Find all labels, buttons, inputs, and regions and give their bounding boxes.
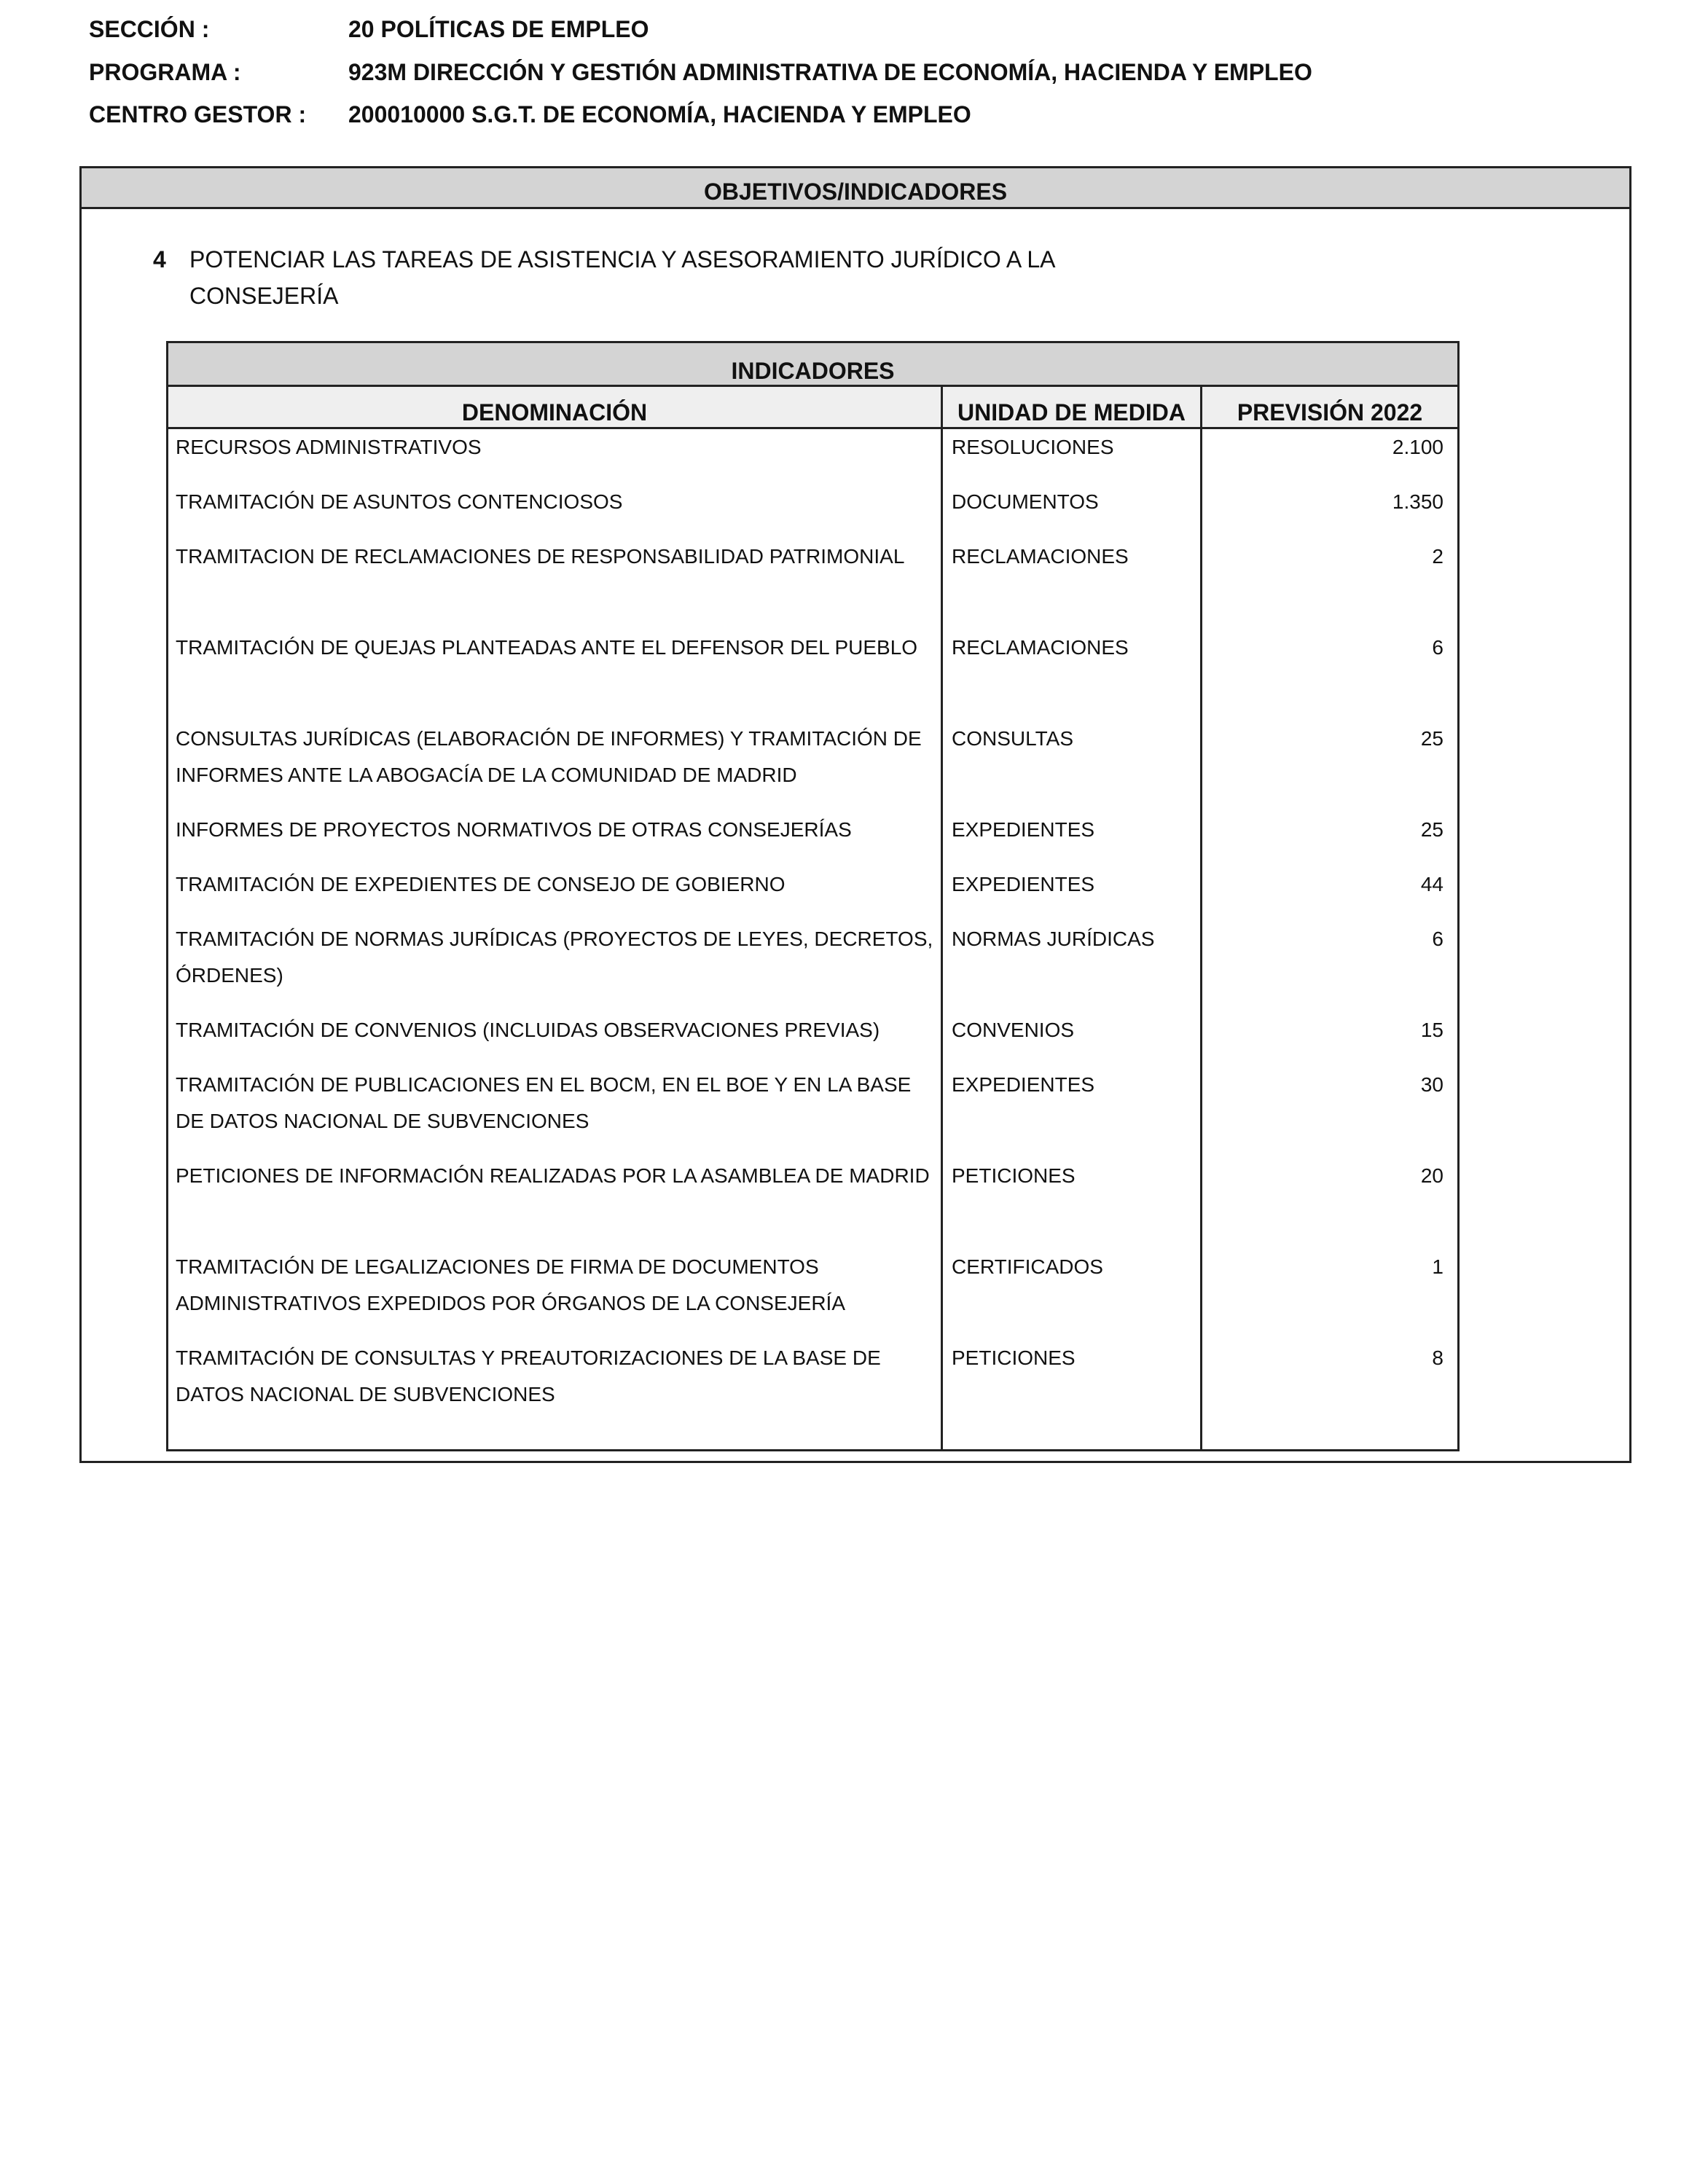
cell-prevision: 1.350 xyxy=(1392,490,1443,513)
col-header-unidad: UNIDAD DE MEDIDA xyxy=(957,399,1186,426)
centro-gestor-value: 200010000 S.G.T. DE ECONOMÍA, HACIENDA Y EMPLEO xyxy=(348,101,971,128)
cell-unidad: PETICIONES xyxy=(952,1346,1076,1369)
cell-denominacion: TRAMITACIÓN DE PUBLICACIONES EN EL BOCM, EN EL BOE Y EN LA BASE DE DATOS NACIONAL DE SUBVENCIONES xyxy=(176,1073,912,1132)
cell-unidad: RECLAMACIONES xyxy=(952,636,1129,659)
cell-unidad: EXPEDIENTES xyxy=(952,873,1095,895)
cell-prevision: 15 xyxy=(1420,1019,1443,1041)
table-header-row xyxy=(168,387,1457,429)
cell-prevision: 44 xyxy=(1420,873,1443,895)
cell-denominacion: INFORMES DE PROYECTOS NORMATIVOS DE OTRAS CONSEJERÍAS xyxy=(176,818,852,841)
cell-unidad: PETICIONES xyxy=(952,1164,1076,1187)
cell-prevision: 2 xyxy=(1432,545,1443,568)
indicadores-title: INDICADORES xyxy=(168,343,1457,387)
objective-text: POTENCIAR LAS TAREAS DE ASISTENCIA Y ASESORAMIENTO JURÍDICO A LA CONSEJERÍA xyxy=(189,246,1054,309)
cell-unidad: NORMAS JURÍDICAS xyxy=(952,928,1155,950)
cell-prevision: 25 xyxy=(1420,727,1443,750)
cell-denominacion: TRAMITACIÓN DE CONVENIOS (INCLUIDAS OBSERVACIONES PREVIAS) xyxy=(176,1019,880,1041)
objective-number: 4 xyxy=(153,246,166,272)
cell-unidad: RESOLUCIONES xyxy=(952,436,1114,458)
cell-denominacion: TRAMITACION DE RECLAMACIONES DE RESPONSABILIDAD PATRIMONIAL xyxy=(176,545,905,568)
cell-unidad: RECLAMACIONES xyxy=(952,545,1129,568)
cell-prevision: 30 xyxy=(1420,1073,1443,1096)
cell-prevision: 8 xyxy=(1432,1346,1443,1369)
cell-prevision: 6 xyxy=(1432,928,1443,950)
seccion-label: SECCIÓN : xyxy=(89,16,210,42)
cell-unidad: CONSULTAS xyxy=(952,727,1073,750)
programa-value: 923M DIRECCIÓN Y GESTIÓN ADMINISTRATIVA DE ECONOMÍA, HACIENDA Y EMPLEO xyxy=(348,59,1312,85)
cell-prevision: 25 xyxy=(1420,818,1443,841)
cell-denominacion: RECURSOS ADMINISTRATIVOS xyxy=(176,436,482,458)
cell-denominacion: TRAMITACIÓN DE LEGALIZACIONES DE FIRMA DE DOCUMENTOS ADMINISTRATIVOS EXPEDIDOS POR ÓRGANOS DE LA CONSEJERÍA xyxy=(176,1255,845,1314)
cell-denominacion: TRAMITACIÓN DE NORMAS JURÍDICAS (PROYECTOS DE LEYES, DECRETOS, ÓRDENES) xyxy=(176,928,933,987)
cell-prevision: 1 xyxy=(1432,1255,1443,1278)
cell-denominacion: PETICIONES DE INFORMACIÓN REALIZADAS POR LA ASAMBLEA DE MADRID xyxy=(176,1164,930,1187)
cell-unidad: EXPEDIENTES xyxy=(952,1073,1095,1096)
col-header-denominacion: DENOMINACIÓN xyxy=(461,399,648,426)
cell-prevision: 20 xyxy=(1420,1164,1443,1187)
cell-denominacion: TRAMITACIÓN DE EXPEDIENTES DE CONSEJO DE GOBIERNO xyxy=(176,873,786,895)
col-header-prevision: PREVISIÓN 2022 xyxy=(1237,399,1423,426)
cell-unidad: EXPEDIENTES xyxy=(952,818,1095,841)
seccion-value: 20 POLÍTICAS DE EMPLEO xyxy=(348,16,649,42)
centro-gestor-label: CENTRO GESTOR : xyxy=(89,101,307,128)
cell-unidad: DOCUMENTOS xyxy=(952,490,1099,513)
column-divider xyxy=(941,385,943,1449)
column-divider xyxy=(1200,385,1202,1449)
cell-unidad: CERTIFICADOS xyxy=(952,1255,1103,1278)
cell-denominacion: TRAMITACIÓN DE ASUNTOS CONTENCIOSOS xyxy=(176,490,623,513)
cell-unidad: CONVENIOS xyxy=(952,1019,1075,1041)
cell-denominacion: TRAMITACIÓN DE QUEJAS PLANTEADAS ANTE EL DEFENSOR DEL PUEBLO xyxy=(176,636,918,659)
cell-denominacion: CONSULTAS JURÍDICAS (ELABORACIÓN DE INFORMES) Y TRAMITACIÓN DE INFORMES ANTE LA ABOGACÍA DE LA COMUNIDAD DE MADRID xyxy=(176,727,922,786)
indicadores-table xyxy=(166,341,1460,1451)
cell-denominacion: TRAMITACIÓN DE CONSULTAS Y PREAUTORIZACIONES DE LA BASE DE DATOS NACIONAL DE SUBVENCIONES xyxy=(176,1346,881,1405)
objetivos-title: OBJETIVOS/INDICADORES xyxy=(82,168,1629,209)
cell-prevision: 2.100 xyxy=(1392,436,1443,458)
cell-prevision: 6 xyxy=(1432,636,1443,659)
programa-label: PROGRAMA : xyxy=(89,59,241,85)
